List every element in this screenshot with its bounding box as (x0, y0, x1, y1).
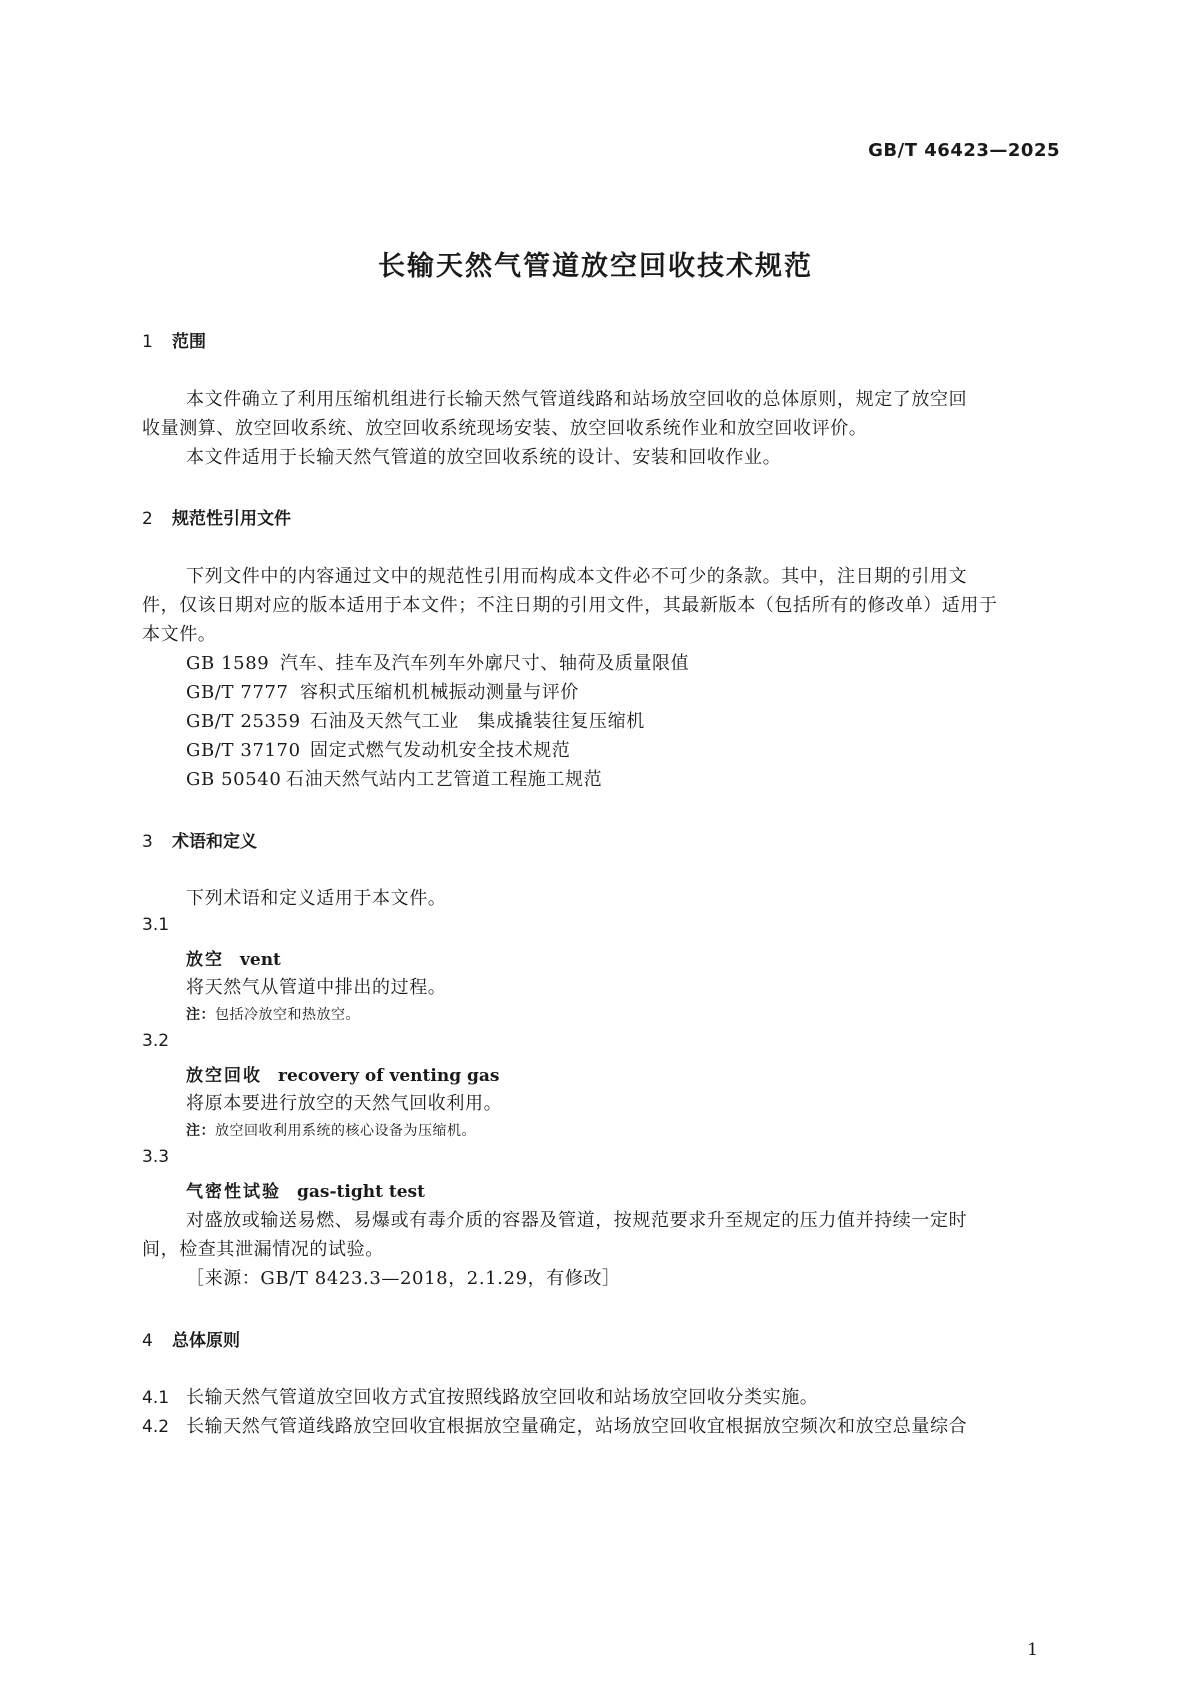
term-heading (186, 945, 281, 970)
term-number: 3.3 (142, 1147, 170, 1167)
term-heading (186, 1061, 499, 1086)
clause-text: 长输天然气管道线路放空回收宜根据放空量确定，站场放空回收宜根据放空频次和放空总量综合 (186, 1416, 968, 1437)
term-english: recovery of venting gas (278, 1066, 500, 1086)
note-text: 放空回收利用系统的核心设备为压缩机。 (215, 1123, 476, 1139)
term-chinese: 放空回收 (186, 1066, 262, 1086)
term-chinese: 放空 (186, 950, 224, 970)
clause (142, 1412, 967, 1438)
reference-code: GB/T 37170 (186, 740, 301, 761)
normative-reference (186, 765, 602, 791)
section-3-intro: 下列术语和定义适用于本文件。 (186, 888, 447, 909)
section-title: 规范性引用文件 (172, 509, 291, 529)
clause-number: 4.2 (142, 1417, 170, 1437)
reference-code: GB 1589 (186, 653, 270, 674)
section-3-heading (142, 827, 257, 852)
term-definition-line: 对盛放或输送易燃、易爆或有毒介质的容器及管道，按规范要求升至规定的压力值并持续一定时 (186, 1210, 968, 1231)
section-number: 1 (142, 332, 153, 352)
section-4-heading (142, 1326, 240, 1351)
section-1-heading (142, 327, 206, 352)
reference-title: 石油及天然气工业 集成撬装往复压缩机 (310, 711, 645, 732)
clause-text: 长输天然气管道放空回收方式宜按照线路放空回收和站场放空回收分类实施。 (186, 1387, 819, 1408)
clause (142, 1383, 818, 1409)
term-note (186, 1004, 360, 1024)
term-definition-line: 间，检查其泄漏情况的试验。 (142, 1239, 384, 1260)
term-definition: 将原本要进行放空的天然气回收利用。 (186, 1093, 503, 1114)
normative-reference (186, 736, 570, 762)
section-2-paragraph-line: 件，仅该日期对应的版本适用于本文件；不注日期的引用文件，其最新版本（包括所有的修改单）适用于 (142, 595, 998, 616)
reference-code: GB 50540 (186, 769, 282, 790)
term-english: vent (240, 950, 281, 970)
document-title: 长输天然气管道放空回收技术规范 (378, 251, 813, 282)
reference-title: 容积式压缩机机械振动测量与评价 (300, 682, 579, 703)
reference-title: 汽车、挂车及汽车列车外廓尺寸、轴荷及质量限值 (280, 653, 690, 674)
section-number: 3 (142, 832, 153, 852)
section-number: 2 (142, 509, 153, 529)
note-text: 包括冷放空和热放空。 (215, 1007, 360, 1023)
term-english: gas-tight test (297, 1182, 425, 1202)
term-number: 3.1 (142, 915, 170, 935)
section-2-paragraph-line: 下列文件中的内容通过文中的规范性引用而构成本文件必不可少的条款。其中，注日期的引用文 (186, 566, 968, 587)
normative-reference (186, 649, 689, 675)
reference-code: GB/T 25359 (186, 711, 301, 732)
section-1-paragraph: 本文件适用于长输天然气管道的放空回收系统的设计、安装和回收作业。 (186, 447, 782, 468)
reference-title: 固定式燃气发动机安全技术规范 (310, 740, 571, 761)
term-number: 3.2 (142, 1031, 170, 1051)
normative-reference (186, 678, 579, 704)
note-label: 注： (186, 1123, 215, 1139)
term-heading (186, 1177, 425, 1202)
section-number: 4 (142, 1331, 153, 1351)
term-note (186, 1120, 476, 1140)
term-chinese: 气密性试验 (186, 1182, 281, 1202)
term-definition: 将天然气从管道中排出的过程。 (186, 977, 447, 998)
section-2-paragraph-line: 本文件。 (142, 624, 217, 645)
section-1-paragraph-line: 本文件确立了利用压缩机组进行长输天然气管道线路和站场放空回收的总体原则，规定了放空回 (186, 389, 968, 410)
clause-number: 4.1 (142, 1388, 170, 1408)
term-source: ［来源：GB/T 8423.3—2018，2.1.29，有修改］ (186, 1268, 621, 1289)
standard-number: GB/T 46423—2025 (868, 140, 1060, 161)
reference-title: 石油天然气站内工艺管道工程施工规范 (286, 769, 603, 790)
normative-reference (186, 707, 645, 733)
reference-code: GB/T 7777 (186, 682, 289, 703)
note-label: 注： (186, 1007, 215, 1023)
page-number: 1 (1027, 1640, 1038, 1660)
section-title: 总体原则 (172, 1331, 240, 1351)
section-1-paragraph-line: 收量测算、放空回收系统、放空回收系统现场安装、放空回收系统作业和放空回收评价。 (142, 418, 868, 439)
section-title: 术语和定义 (172, 832, 257, 852)
section-title: 范围 (172, 332, 206, 352)
section-2-heading (142, 504, 291, 529)
